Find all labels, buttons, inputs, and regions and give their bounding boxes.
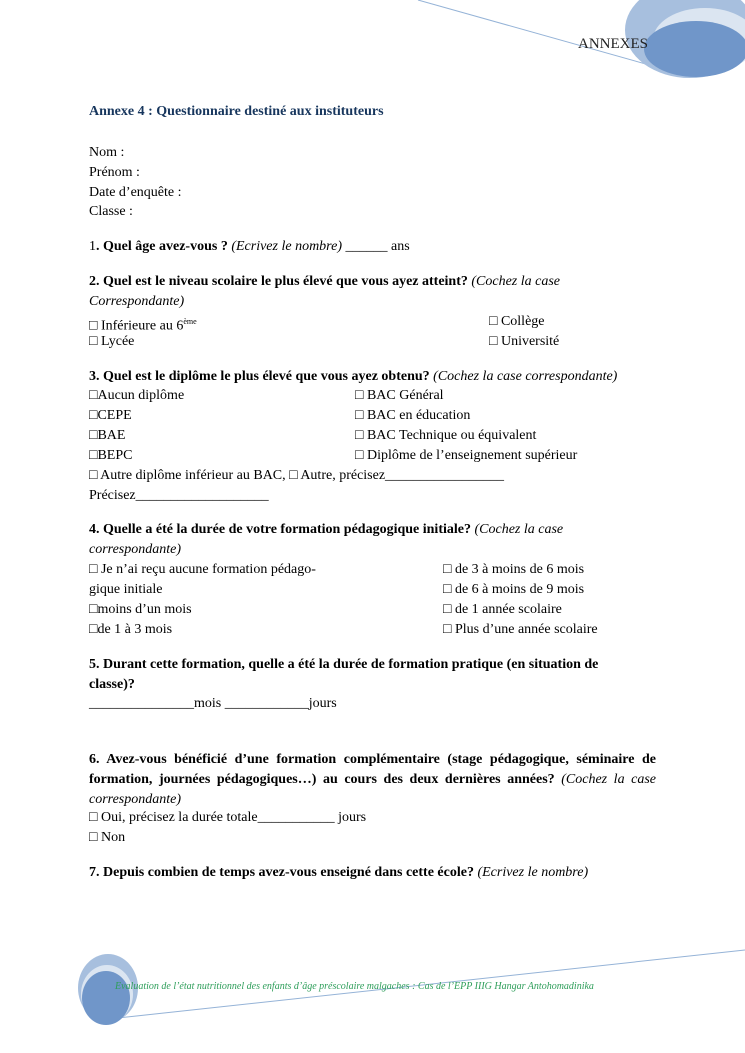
option-bac-education[interactable]: □ BAC en éducation (355, 408, 471, 423)
question-4: 4. Quelle a été la durée de votre formation pédagogique initiale? (Cochez la case (89, 522, 564, 537)
option-oui[interactable]: □ Oui, précisez la durée totale___________ jours (89, 810, 367, 825)
field-classe: Classe : (89, 204, 133, 219)
option-inferieure-6eme[interactable]: □ Inférieure au 6ème (89, 317, 197, 334)
option-moins-un-mois[interactable]: □moins d’un mois (89, 602, 192, 617)
option-universite[interactable]: □ Université (489, 334, 560, 349)
option-bac-technique[interactable]: □ BAC Technique ou équivalent (355, 428, 537, 443)
option-1-3-mois[interactable]: □de 1 à 3 mois (89, 622, 173, 637)
precisez-field[interactable]: Précisez___________________ (89, 488, 269, 503)
option-3-6-mois[interactable]: □ de 3 à moins de 6 mois (443, 562, 585, 577)
question-3: 3. Quel est le diplôme le plus élevé que vous ayez obtenu? (Cochez la case correspondante) (89, 369, 618, 384)
option-aucune-formation[interactable]: □ Je n’ai reçu aucune formation pédago- (89, 562, 316, 577)
option-aucune-formation-cont: gique initiale (89, 582, 163, 597)
option-bac-general[interactable]: □ BAC Général (355, 388, 444, 403)
option-lycee[interactable]: □ Lycée (89, 334, 135, 349)
option-autre-diplome[interactable]: □ Autre diplôme inférieur au BAC, □ Autre, précisez_________________ (89, 468, 505, 483)
question-7: 7. Depuis combien de temps avez-vous enseigné dans cette école? (Ecrivez le nombre) (89, 865, 589, 880)
footer-text: Evaluation de l’état nutritionnel des enfants d’âge préscolaire malgaches : Cas de l’EPP IIIG Hangar Antohomadinika (115, 981, 594, 992)
duration-blank[interactable]: _______________mois ____________jours (89, 696, 337, 711)
question-2-hint: Correspondante) (89, 294, 185, 309)
option-bae[interactable]: □BAE (89, 428, 126, 443)
option-1-annee[interactable]: □ de 1 année scolaire (443, 602, 562, 617)
annex-title: Annexe 4 : Questionnaire destiné aux instituteurs (89, 104, 384, 119)
question-5-cont: classe)? (89, 677, 135, 692)
option-non[interactable]: □ Non (89, 830, 126, 845)
question-1: 1. Quel âge avez-vous ? (Ecrivez le nombre) ______ ans (89, 239, 410, 254)
option-6-9-mois[interactable]: □ de 6 à moins de 9 mois (443, 582, 585, 597)
option-diplome-superieur[interactable]: □ Diplôme de l’enseignement supérieur (355, 448, 578, 463)
question-4-hint: correspondante) (89, 542, 182, 557)
header-title: ANNEXES (578, 36, 648, 52)
option-plus-1-annee[interactable]: □ Plus d’une année scolaire (443, 622, 598, 637)
question-2: 2. Quel est le niveau scolaire le plus élevé que vous ayez atteint? (Cochez la case (89, 274, 561, 289)
option-bepc[interactable]: □BEPC (89, 448, 133, 463)
question-5: 5. Durant cette formation, quelle a été la durée de formation pratique (en situation de (89, 657, 599, 672)
field-prenom: Prénom : (89, 165, 140, 180)
question-6: 6. Avez-vous bénéficié d’une formation complémentaire (stage pédagogique, séminaire de formation, journées pédagogiques…) au cours des deux dernières années? (Cochez la case correspondante) (89, 752, 657, 807)
field-nom: Nom : (89, 145, 125, 160)
option-aucun-diplome[interactable]: □Aucun diplôme (89, 388, 185, 403)
option-cepe[interactable]: □CEPE (89, 408, 132, 423)
option-college[interactable]: □ Collège (489, 314, 545, 329)
field-date: Date d’enquête : (89, 185, 182, 200)
